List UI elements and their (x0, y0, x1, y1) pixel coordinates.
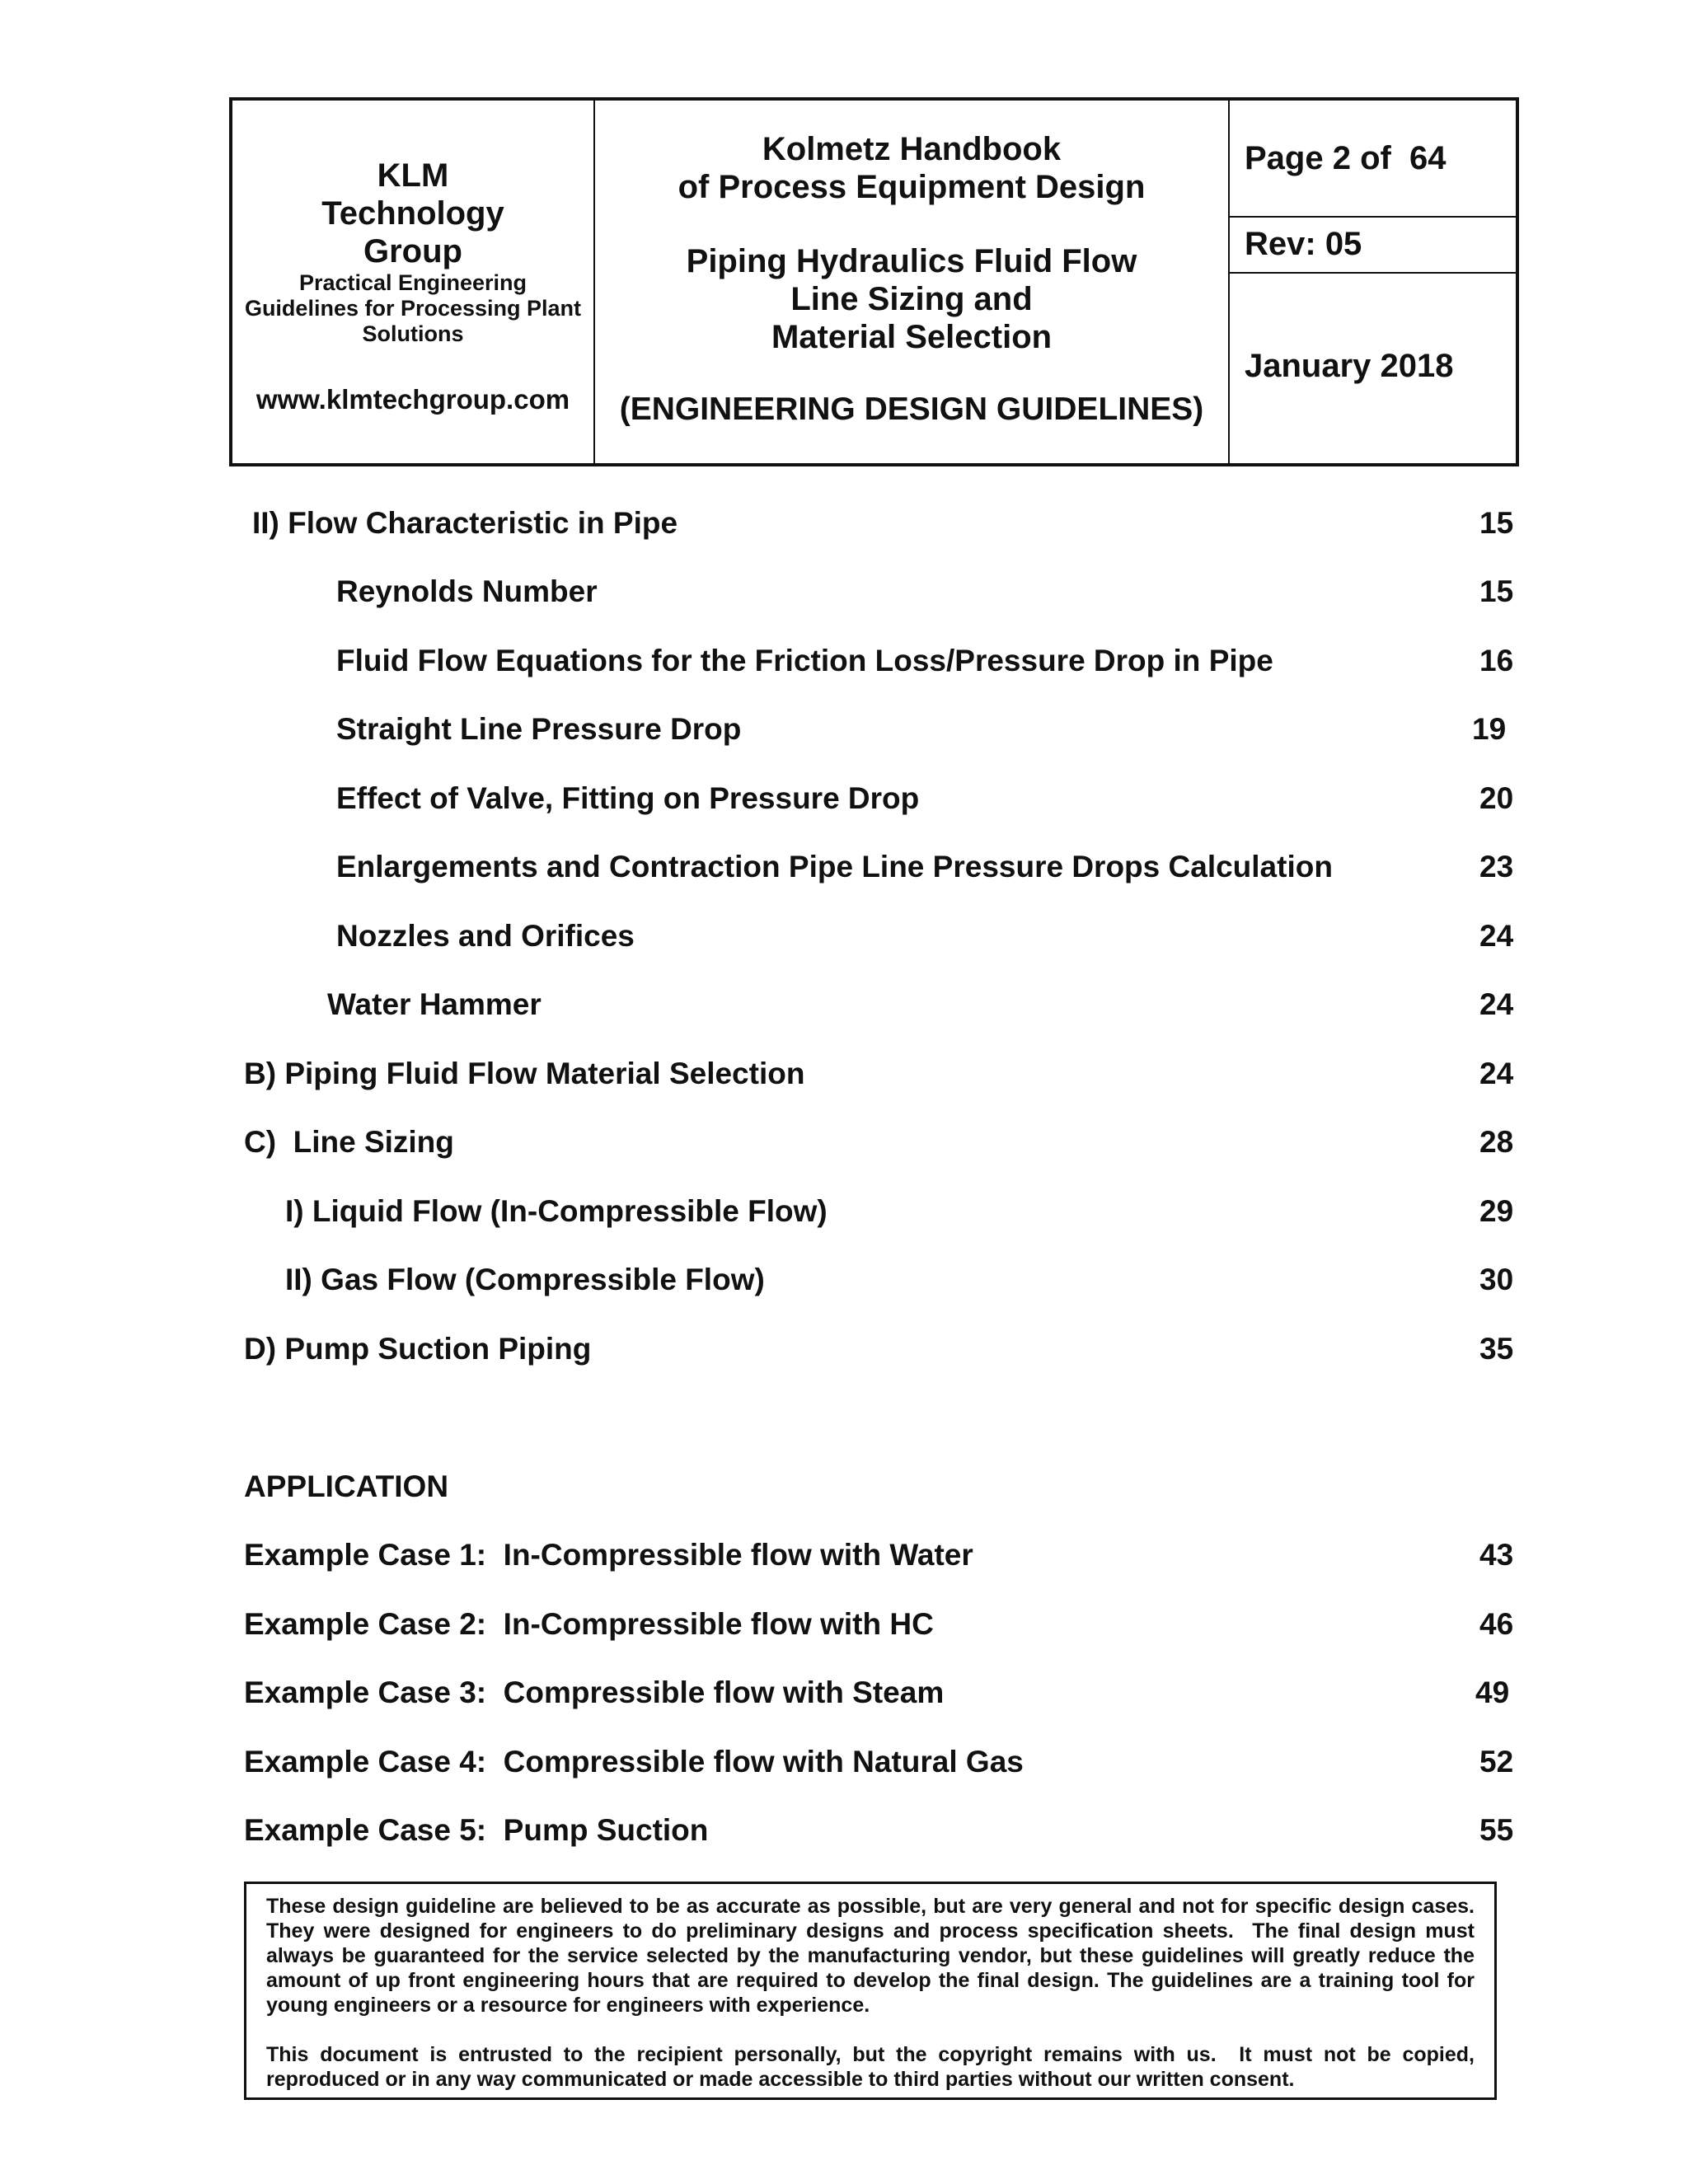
toc-entry-page: 28 (1479, 1125, 1514, 1159)
disclaimer-box (244, 1882, 1497, 2100)
document-subject (595, 242, 1228, 356)
toc-entry (0, 574, 1688, 611)
toc-entry-title: II) Flow Characteristic in Pipe (252, 506, 678, 540)
toc-entry (0, 1194, 1688, 1230)
toc-entry (0, 506, 1688, 542)
toc-entry-title: Example Case 4: Compressible flow with Natural Gas (244, 1745, 1024, 1779)
toc-entry-title: I) Liquid Flow (In-Compressible Flow) (285, 1194, 828, 1228)
toc-entry-page: 23 (1479, 850, 1514, 883)
toc-entry (0, 1675, 1688, 1712)
toc-entry-page: 24 (1479, 1057, 1514, 1090)
toc-entry-title: Straight Line Pressure Drop (336, 712, 742, 746)
toc-entry (0, 712, 1688, 748)
disclaimer-paragraph-2: This document is entrusted to the recipient personally, but the copyright remains with us. It must not be copied, reproduced or in any way communicated or made accessible to third parties without our written consent. (266, 2043, 1480, 2091)
toc-entry-title: Example Case 2: In-Compressible flow with HC (244, 1607, 934, 1641)
toc-entry-title: B) Piping Fluid Flow Material Selection (244, 1057, 805, 1090)
toc-entry-page: 55 (1479, 1813, 1514, 1847)
disclaimer-paragraph-1: These design guideline are believed to be as accurate as possible, but are very general and not for specific design cases. They were designed for engineers to do preliminary designs and process specification sheets. The final design must always be guaranteed for the service selected by the manufacturing vendor, but these guidelines will greatly reduce the amount of up front engineering hours that are required to develop the final design. The guidelines are a training tool for young engineers or a resource for engineers with experience. (266, 1895, 1480, 2017)
toc-entry-page: 43 (1479, 1538, 1514, 1572)
toc-entry (0, 987, 1688, 1024)
handbook-title-line-1: Kolmetz Handbook (762, 131, 1062, 167)
toc-entry-page: 16 (1479, 644, 1514, 677)
handbook-title (595, 130, 1228, 206)
company-tagline: Practical Engineering Guidelines for Processing Plant Solutions (244, 270, 582, 346)
toc-entry-page: 19 (1472, 712, 1507, 746)
document-header (229, 97, 1519, 466)
application-heading: APPLICATION (244, 1469, 449, 1503)
company-name: KLM Technology Group (321, 157, 504, 269)
header-title-cell (595, 101, 1230, 463)
toc-entry-title: Effect of Valve, Fitting on Pressure Drop (336, 781, 920, 815)
toc-entry (0, 781, 1688, 818)
toc-entry-title: C) Line Sizing (244, 1125, 454, 1159)
toc-entry-page: 15 (1479, 506, 1514, 540)
subject-line-1: Piping Hydraulics Fluid Flow (686, 243, 1137, 279)
toc-entry-page: 52 (1479, 1745, 1514, 1779)
revision: Rev: 05 (1230, 218, 1516, 274)
toc-entry (0, 1125, 1688, 1161)
toc-entry-title: Water Hammer (327, 987, 542, 1021)
toc-entry-page: 20 (1479, 781, 1514, 815)
toc-entry-title: Example Case 1: In-Compressible flow with Water (244, 1538, 973, 1572)
toc-entry-title: Example Case 5: Pump Suction (244, 1813, 709, 1847)
toc-entry-page: 15 (1479, 574, 1514, 608)
guidelines-label: (ENGINEERING DESIGN GUIDELINES) (619, 391, 1204, 427)
toc-entry-page: 24 (1479, 987, 1514, 1021)
toc-entry-page: 30 (1479, 1263, 1514, 1296)
toc-entry-title: II) Gas Flow (Compressible Flow) (285, 1263, 765, 1296)
toc-entry-page: 29 (1479, 1194, 1514, 1228)
subject-line-3: Material Selection (771, 319, 1053, 355)
toc-entry-title: Enlargements and Contraction Pipe Line Pressure Drops Calculation (336, 850, 1333, 883)
header-info-cell (1230, 101, 1516, 463)
toc-entry-page: 46 (1479, 1607, 1514, 1641)
toc-entry-title: D) Pump Suction Piping (244, 1332, 592, 1366)
toc-entry (0, 1332, 1688, 1368)
toc-entry-page: 35 (1479, 1332, 1514, 1366)
toc-entry (0, 850, 1688, 886)
toc-entry-title: Nozzles and Orifices (336, 919, 635, 953)
toc-entry (0, 1745, 1688, 1781)
subject-line-2: Line Sizing and (790, 281, 1033, 317)
toc-entry-page: 49 (1475, 1675, 1510, 1709)
handbook-title-line-2: of Process Equipment Design (678, 169, 1146, 205)
toc-entry (0, 1057, 1688, 1093)
toc-entry (0, 919, 1688, 955)
toc-entry-title: Example Case 3: Compressible flow with Steam (244, 1675, 945, 1709)
toc-entry-title: Fluid Flow Equations for the Friction Loss/Pressure Drop in Pipe (336, 644, 1273, 677)
header-company-cell (232, 101, 595, 463)
toc-section-heading (0, 1469, 1688, 1506)
toc-entry (0, 1263, 1688, 1299)
document-date: January 2018 (1245, 348, 1454, 384)
toc-entry (0, 1538, 1688, 1574)
toc-entry (0, 1607, 1688, 1643)
page-number: Page 2 of 64 (1230, 101, 1516, 218)
toc-entry-page: 24 (1479, 919, 1514, 953)
toc-entry (0, 1813, 1688, 1849)
toc-entry (0, 644, 1688, 680)
toc-entry-title: Reynolds Number (336, 574, 598, 608)
company-website: www.klmtechgroup.com (256, 384, 570, 415)
